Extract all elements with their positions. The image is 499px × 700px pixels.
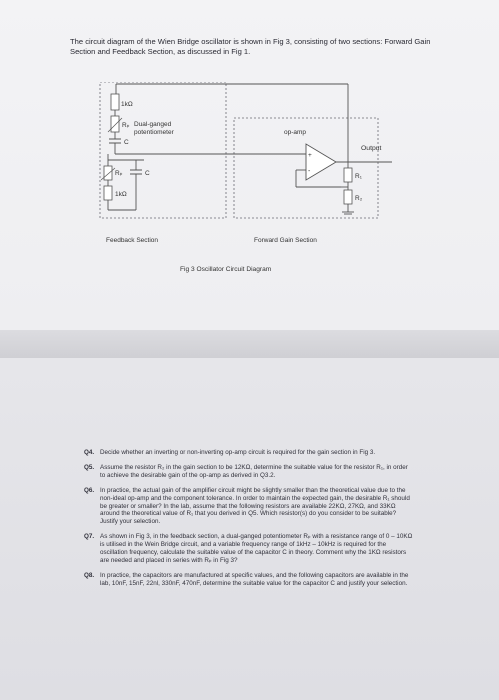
resistor-1k-bottom [104, 186, 112, 200]
opamp-triangle [306, 144, 336, 180]
wien-bridge-circuit-diagram [96, 82, 396, 262]
question-text: Assume the resistor R₂ in the gain section to be 12KΩ, determine the suitable value for the resistor R₁, in order to achieve the desirable gain of the op-amp as derived in Q3.2. [100, 463, 408, 479]
question-item [84, 487, 414, 527]
opamp-plus: + [308, 152, 312, 159]
cap-top-label: C [124, 139, 129, 146]
potentiometer-rp-bottom [104, 166, 112, 180]
question-number: Q6. [84, 486, 95, 494]
rp-bottom-label: Rₚ [115, 170, 123, 177]
question-text: In practice, the actual gain of the amplifier circuit might be slightly smaller than the theoretical value due to the non-ideal op-amp and the component tolerance. In order to maintain the expected gain, the desirable R₁ should be greater or smaller? In the lab, assume that the following resistors are available 22KΩ, 27KΩ, and 33KΩ around the theoretical value of R₁ that you derived in Q5. Which resistor(s) do you consider to be suitable? Justify your selection. [100, 486, 410, 526]
question-text: As shown in Fig 3, in the feedback section, a dual-ganged potentiometer Rₚ with a resistance range of 0 – 10KΩ is utilised in the Wein Bridge circuit, and a variable frequency range of 1kHz – 10kHz is required for the oscillation frequency, calculate the suitable value of the capacitor C in theory. Comment why the 1KΩ resistors are needed and placed in series with Rₚ in Fig 3? [100, 533, 413, 564]
r1-label: R₁ [355, 173, 362, 180]
dual-ganged-label: Dual-ganged [134, 121, 172, 128]
intro-paragraph: The circuit diagram of the Wien Bridge oscillator is shown in Fig 3, consisting of two sections: Forward Gain Section and Feedback Section, as discussed in Fig 1. [70, 37, 431, 56]
res-bottom-label: 1kΩ [115, 191, 127, 198]
feedback-section-label: Feedback Section [106, 237, 159, 244]
opamp-minus: - [308, 168, 311, 175]
question-number: Q7. [84, 533, 95, 541]
rp-top-label: Rₚ [122, 122, 130, 129]
opamp-label: op-amp [284, 129, 307, 136]
cap-mid-label: C [145, 170, 150, 177]
res-top-label: 1kΩ [121, 101, 133, 108]
question-text: Decide whether an inverting or non-inverting op-amp circuit is required for the gain section in Fig 3. [100, 449, 376, 456]
output-label: Output [361, 145, 382, 152]
figure-caption: Fig 3 Oscillator Circuit Diagram [180, 266, 272, 273]
resistor-r1 [344, 168, 352, 182]
questions-list [84, 449, 414, 595]
question-text: In practice, the capacitors are manufactured at specific values, and the following capacitors are available in the lab, 10nF, 15nF, 22nl, 330nF, 470nF, determine the suitable value for the capacitor C and justify your selection. [100, 571, 409, 587]
r2-label: R₂ [355, 195, 363, 202]
resistor-1k-top [111, 94, 119, 110]
potentiometer-rp-top [111, 116, 119, 132]
resistor-r2 [344, 190, 352, 204]
question-item [84, 572, 414, 588]
potentiometer-label: potentiometer [134, 129, 174, 136]
question-item [84, 533, 414, 565]
question-number: Q5. [84, 463, 95, 471]
page-divider [0, 330, 499, 358]
question-number: Q4. [84, 449, 95, 456]
question-item [84, 464, 414, 480]
question-number: Q8. [84, 571, 95, 579]
forward-section-label: Forward Gain Section [254, 237, 317, 244]
question-item [84, 449, 414, 457]
